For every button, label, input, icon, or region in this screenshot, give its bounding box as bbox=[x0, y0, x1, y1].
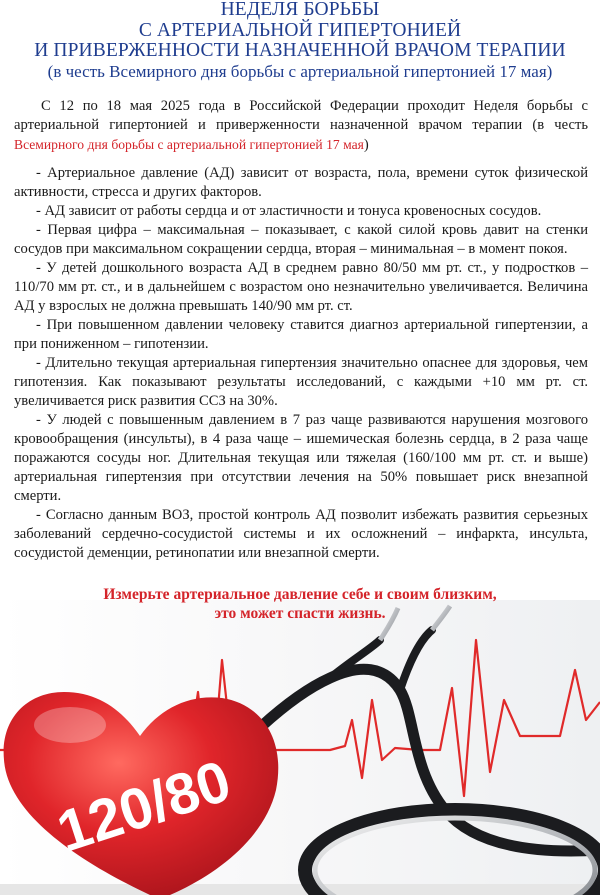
intro-highlight: Всемирного дня борьбы с артериальной гипертонией 17 мая bbox=[14, 137, 364, 152]
facts-list bbox=[14, 164, 588, 563]
fact-item: - У детей дошкольного возраста АД в среднем равно 80/50 мм рт. ст., у подростков – 110/70 мм рт. ст., и в дальнейшем с возрастом оно незначительно увеличивается. Величина АД у взрослых не должна превышать 140/90 мм рт. ст. bbox=[14, 260, 588, 314]
intro-text: С 12 по 18 мая 2025 года в Российской Федерации проходит Неделя борьбы с артериальной гипертонией и приверженности назначенной врачом терапии (в честь bbox=[14, 98, 588, 133]
cta-line-1: Измерьте артериальное давление себе и своим близким, bbox=[103, 586, 497, 603]
fact-item: - При повышенном давлении человеку ставится диагноз артериальной гипертензии, а при пониженном – гипотензии. bbox=[14, 317, 588, 352]
fact-item: - АД зависит от работы сердца и от эластичности и тонуса кровеносных сосудов. bbox=[36, 203, 542, 219]
title-line-2: С АРТЕРИАЛЬНОЙ ГИПЕРТОНИЕЙ bbox=[138, 19, 462, 41]
cta-line-2: это может спасти жизнь. bbox=[214, 605, 386, 622]
title-line-3: И ПРИВЕРЖЕННОСТИ НАЗНАЧЕННОЙ ВРАЧОМ ТЕРАПИИ bbox=[34, 40, 566, 61]
heart-pressure-label: 120/80 bbox=[49, 748, 239, 865]
heart-stethoscope-illustration bbox=[0, 600, 600, 895]
fact-item: - Артериальное давление (АД) зависит от возраста, пола, времени суток физической активности, стресса и других факторов. bbox=[14, 165, 588, 200]
fact-item: - Длительно текущая артериальная гипертензия значительно опаснее для здоровья, чем гипотензия. Как показывают результаты исследований, с каждыми +10 мм рт. ст. увеличивается риск развития ССЗ на 30%. bbox=[14, 355, 588, 409]
intro-paragraph bbox=[14, 97, 588, 155]
intro-close: ) bbox=[363, 137, 369, 153]
fact-item: - Согласно данным ВОЗ, простой контроль АД позволит избежать развития серьезных заболеваний сердечно-сосудистой системы и их осложнений – инфаркта, инсульта, сосудистой деменции, ретинопатии или внезапной смерти. bbox=[14, 507, 588, 561]
title-subtitle: (в честь Всемирного дня борьбы с артериальной гипертонией 17 мая) bbox=[47, 61, 553, 81]
call-to-action bbox=[0, 585, 600, 623]
page-title bbox=[0, 0, 600, 82]
title-line-1: НЕДЕЛЯ БОРЬБЫ bbox=[220, 0, 380, 20]
fact-item: - У людей с повышенным давлением в 7 раз чаще развиваются нарушения мозгового кровообращения (инсульты), в 4 раза чаще – ишемическая болезнь сердца, в 2 раза чаще поражаются сосуды ног. Длительная текущая или тяжелая (160/100 мм рт. ст. и выше) артериальная гипертензия при отсутствии лечения на 50% повышает риск внезапной смерти. bbox=[14, 412, 588, 504]
fact-item: - Первая цифра – максимальная – показывает, с какой силой кровь давит на стенки сосудов при максимальном сокращении сердца, вторая – минимальная – в момент покоя. bbox=[14, 222, 588, 257]
